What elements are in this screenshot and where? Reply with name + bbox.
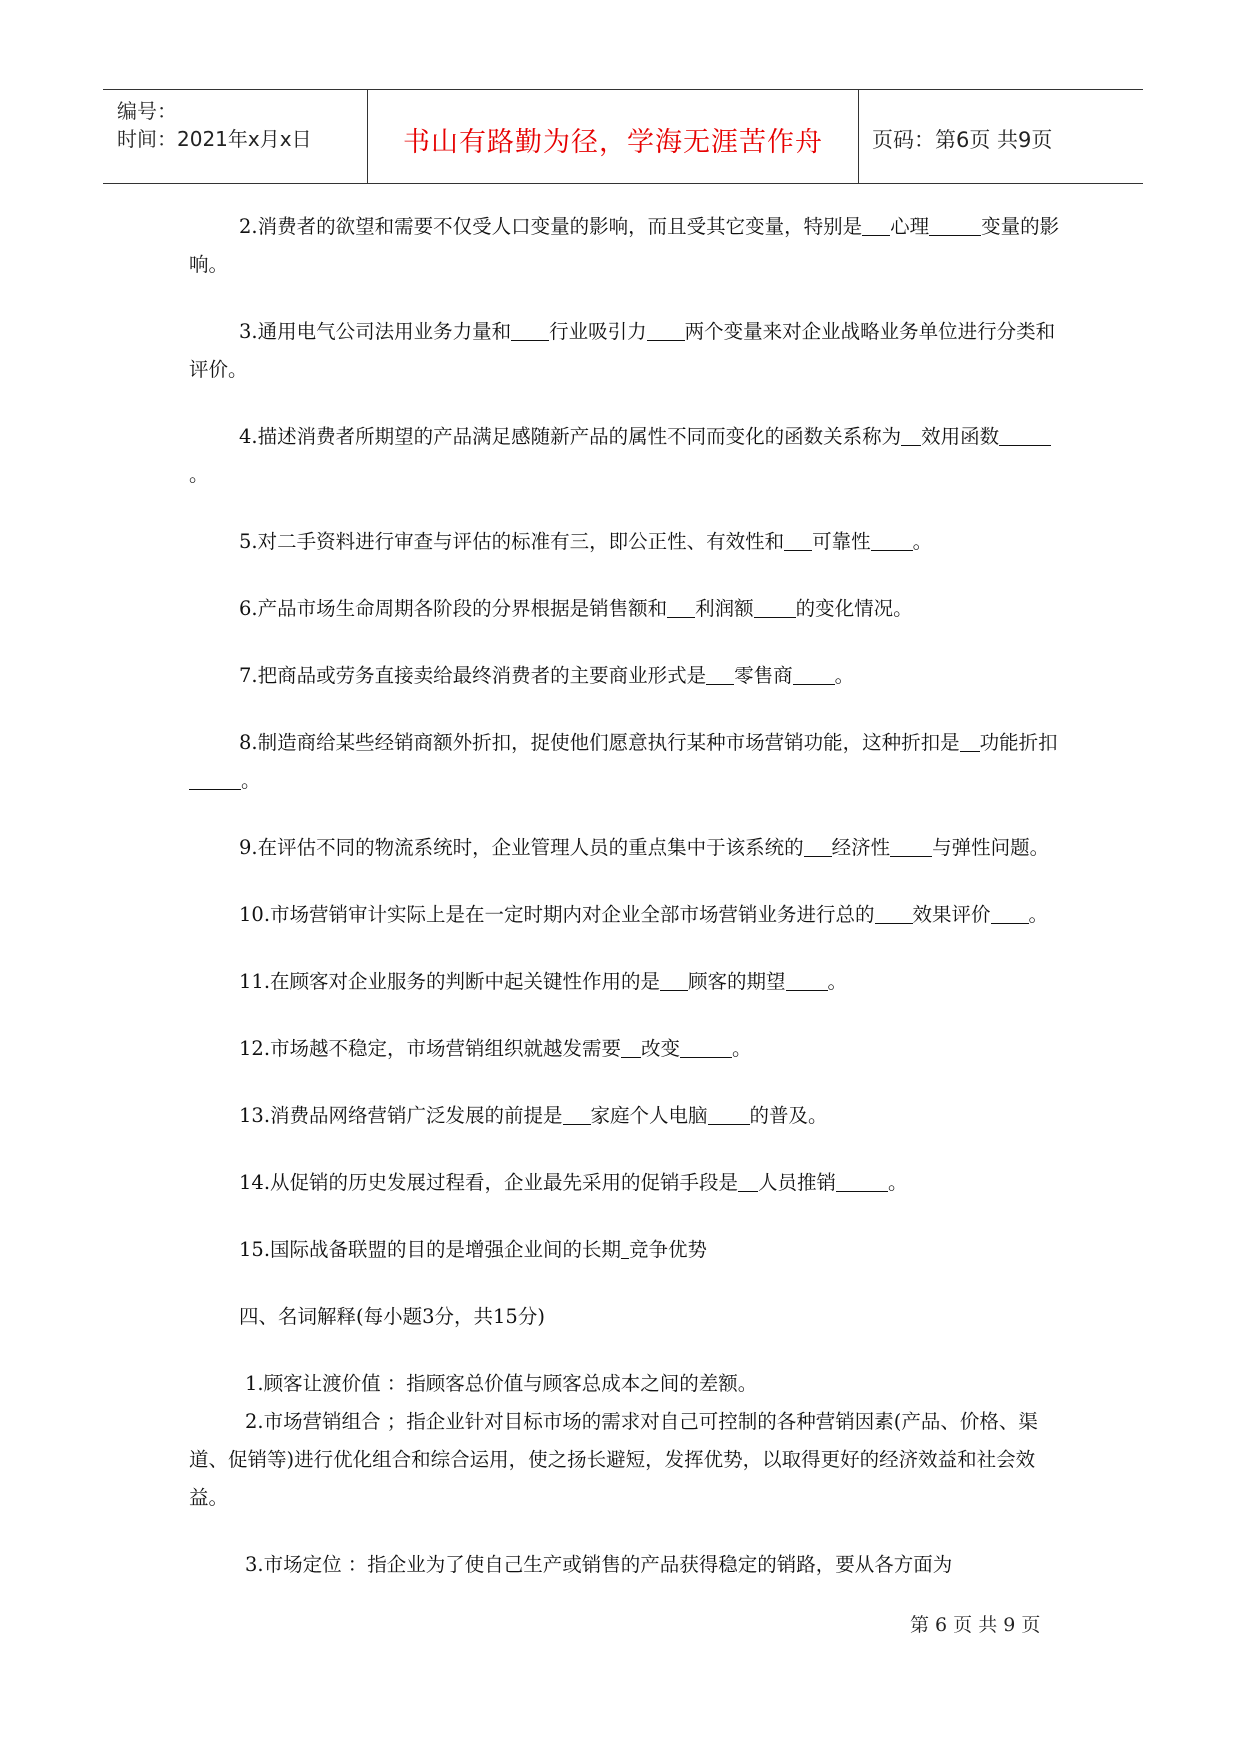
blank-line <box>999 423 1051 446</box>
question-text: 4.描述消费者所期望的产品满足感随新产品的属性不同而变化的函数关系称为 <box>239 425 902 448</box>
question-text: 12.市场越不稳定，市场营销组织就越发需要 <box>239 1037 622 1060</box>
question-14 <box>189 1164 1061 1202</box>
answer-text: 利润额 <box>695 597 754 620</box>
answer-text: 可靠性 <box>812 530 871 553</box>
page-footer: 第 6 页 共 9 页 <box>910 1614 1041 1636</box>
blank-line <box>621 1236 629 1259</box>
question-7 <box>189 657 1061 695</box>
question-text: 5.对二手资料进行审查与评估的标准有三，即公正性、有效性和 <box>239 530 785 553</box>
question-text: 变量的影响。 <box>189 215 1060 276</box>
blank-line <box>804 834 832 857</box>
blank-line <box>871 528 913 551</box>
number-label: 编号： <box>117 99 177 123</box>
term-definition-3: 3.市场定位 ：指企业为了使自己生产或销售的产品获得稳定的销路，要从各方面为 <box>245 1553 953 1576</box>
question-text: 13.消费品网络营销广泛发展的前提是 <box>239 1104 563 1127</box>
answer-text: 效用函数 <box>921 425 1000 448</box>
answer-text: 家庭个人电脑 <box>590 1104 708 1127</box>
header-table <box>103 89 1143 184</box>
question-text: 的变化情况。 <box>795 597 913 620</box>
question-text: 两个变量来对企业战略业务单位进行分类和评价。 <box>189 320 1056 381</box>
question-text: 。 <box>241 769 261 792</box>
answer-text: 人员推销 <box>758 1171 837 1194</box>
blank-line <box>738 1169 758 1192</box>
page-code: 页码：第6页 共9页 <box>872 128 1053 152</box>
blank-line <box>647 318 685 341</box>
question-11 <box>189 963 1061 1001</box>
header-page-cell <box>858 90 1143 183</box>
question-text: 11.在顾客对企业服务的判断中起关键性作用的是 <box>239 970 661 993</box>
answer-text: 改变 <box>641 1037 681 1060</box>
question-13 <box>189 1097 1061 1135</box>
header-info-cell <box>103 90 367 183</box>
question-4 <box>189 418 1061 494</box>
blank-line <box>786 968 828 991</box>
question-5 <box>189 523 1061 561</box>
question-text: 14.从促销的历史发展过程看，企业最先采用的促销手段是 <box>239 1171 739 1194</box>
answer-text: 零售商 <box>734 664 793 687</box>
question-10 <box>189 896 1061 934</box>
question-text: 2.消费者的欲望和需要不仅受人口变量的影响，而且受其它变量，特别是 <box>239 215 863 238</box>
question-15 <box>189 1231 1061 1269</box>
blank-line <box>875 901 913 924</box>
question-text: 7.把商品或劳务直接卖给最终消费者的主要商业形式是 <box>239 664 707 687</box>
motto: 书山有路勤为径，学海无涯苦作舟 <box>403 127 823 158</box>
question-text: 与弹性问题。 <box>932 836 1050 859</box>
question-text: 。 <box>189 463 209 486</box>
answer-text: 顾客的期望 <box>688 970 786 993</box>
blank-line <box>660 968 688 991</box>
question-text: 15.国际战备联盟的目的是增强企业间的长期 <box>239 1238 622 1261</box>
section-4-title: 四、名词解释(每小题3分，共15分) <box>239 1305 545 1328</box>
blank-line <box>890 834 932 857</box>
blank-line <box>708 1102 750 1125</box>
question-text: 。 <box>912 530 933 553</box>
answer-text: 效果评价 <box>912 903 991 926</box>
question-text: 。 <box>888 1171 908 1194</box>
blank-line <box>862 213 890 236</box>
blank-line <box>563 1102 591 1125</box>
question-text: 8.制造商给某些经销商额外折扣，捉使他们愿意执行某种市场营销功能，这种折扣是 <box>239 731 960 754</box>
header-motto-cell <box>367 90 859 183</box>
term-definition-1: 1.顾客让渡价值 ：指顾客总价值与顾客总成本之间的差额。 <box>245 1372 758 1395</box>
blank-line <box>784 528 812 551</box>
question-text: 10.市场营销审计实际上是在一定时期内对企业全部市场营销业务进行总的 <box>239 903 875 926</box>
blank-line <box>836 1169 888 1192</box>
answer-text: 功能折扣 <box>979 731 1058 754</box>
question-text: 3.通用电气公司法用业务力量和 <box>239 320 512 343</box>
question-text: 。 <box>1028 903 1049 926</box>
question-2 <box>189 208 1061 284</box>
question-text: 的普及。 <box>749 1104 828 1127</box>
blank-line <box>667 595 695 618</box>
blank-line <box>929 213 981 236</box>
blank-line <box>621 1035 641 1058</box>
blank-line <box>706 662 734 685</box>
blank-line <box>680 1035 732 1058</box>
question-text: 。 <box>834 664 855 687</box>
blank-line <box>754 595 796 618</box>
question-text: 。 <box>732 1037 752 1060</box>
blank-line <box>511 318 549 341</box>
term-definition-2: 2.市场营销组合 ；指企业针对目标市场的需求对自己可控制的各种营销因素(产品、价格、渠道、促销等)进行优化组合和综合运用，使之扬长避短，发挥优势，以取得更好的经济效益和社会效益。 <box>189 1410 1038 1509</box>
answer-text: 经济性 <box>831 836 891 859</box>
answer-text: 行业吸引力 <box>549 320 647 343</box>
question-9 <box>189 829 1061 867</box>
answer-text: 竞争优势 <box>629 1238 708 1261</box>
blank-line <box>793 662 835 685</box>
blank-line <box>901 423 921 446</box>
blank-line <box>991 901 1029 924</box>
question-text: 6.产品市场生命周期各阶段的分界根据是销售额和 <box>239 597 668 620</box>
answer-text: 心理 <box>890 215 930 238</box>
document-body <box>189 208 1061 1584</box>
blank-line <box>189 767 241 790</box>
question-6 <box>189 590 1061 628</box>
question-12 <box>189 1030 1061 1068</box>
question-text: 9.在评估不同的物流系统时，企业管理人员的重点集中于该系统的 <box>239 836 804 859</box>
question-8 <box>189 724 1061 800</box>
time-label: 时间：2021年x月x日 <box>117 127 312 151</box>
question-text: 。 <box>827 970 848 993</box>
blank-line <box>960 729 980 752</box>
question-3 <box>189 313 1061 389</box>
